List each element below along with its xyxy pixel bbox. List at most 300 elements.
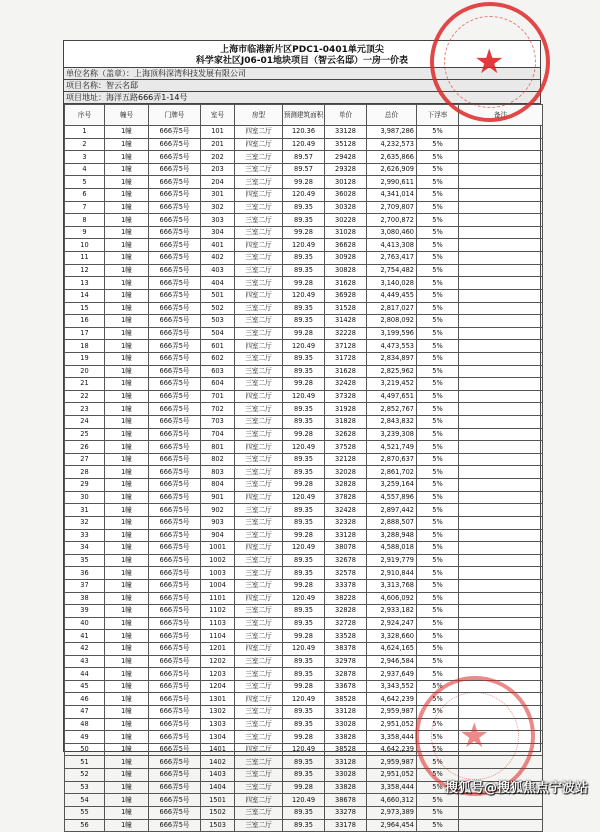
table-cell: 四室二厅 (235, 390, 283, 403)
table-row (65, 252, 543, 265)
table-cell (459, 491, 543, 504)
table-cell: 5% (417, 642, 459, 655)
table-cell: 666弄5号 (149, 819, 201, 832)
table-cell: 4,449,455 (367, 289, 417, 302)
table-cell: 四室二厅 (235, 239, 283, 252)
table-cell: 5% (417, 567, 459, 580)
table-cell: 304 (201, 226, 235, 239)
table-cell: 2,808,092 (367, 315, 417, 328)
table-cell: 30 (65, 491, 105, 504)
table-cell: 三室二厅 (235, 378, 283, 391)
table-cell: 901 (201, 491, 235, 504)
table-cell (459, 176, 543, 189)
table-cell: 三室二厅 (235, 277, 283, 290)
table-cell (459, 516, 543, 529)
table-cell: 5% (417, 163, 459, 176)
table-cell: 89.35 (283, 769, 325, 782)
table-cell: 202 (201, 151, 235, 164)
table-cell: 1幢 (105, 668, 149, 681)
table-cell: 1幢 (105, 441, 149, 454)
table-cell: 666弄5号 (149, 176, 201, 189)
table-cell: 1幢 (105, 239, 149, 252)
table-cell: 5% (417, 529, 459, 542)
table-cell: 666弄5号 (149, 252, 201, 265)
table-cell: 1501 (201, 794, 235, 807)
table-cell: 三室二厅 (235, 617, 283, 630)
table-cell: 三室二厅 (235, 605, 283, 618)
table-cell: 1幢 (105, 781, 149, 794)
table-cell: 120.49 (283, 794, 325, 807)
table-cell: 1幢 (105, 302, 149, 315)
table-cell: 三室二厅 (235, 718, 283, 731)
table-cell (459, 201, 543, 214)
table-cell (459, 479, 543, 492)
table-cell: 666弄5号 (149, 340, 201, 353)
table-cell: 5% (417, 201, 459, 214)
table-cell: 33028 (325, 718, 367, 731)
table-row (65, 630, 543, 643)
column-header: 序号 (65, 105, 105, 126)
table-cell: 301 (201, 189, 235, 202)
table-cell: 53 (65, 781, 105, 794)
table-cell: 666弄5号 (149, 390, 201, 403)
table-cell: 5% (417, 769, 459, 782)
table-cell: 52 (65, 769, 105, 782)
table-cell: 120.49 (283, 693, 325, 706)
table-cell: 5% (417, 277, 459, 290)
table-cell: 89.35 (283, 302, 325, 315)
table-cell: 704 (201, 428, 235, 441)
table-cell: 1幢 (105, 315, 149, 328)
table-cell: 三室二厅 (235, 416, 283, 429)
table-cell: 89.35 (283, 655, 325, 668)
column-header: 总价 (367, 105, 417, 126)
table-cell: 902 (201, 504, 235, 517)
table-cell: 1幢 (105, 491, 149, 504)
table-cell: 三室二厅 (235, 226, 283, 239)
table-cell: 三室二厅 (235, 769, 283, 782)
table-cell: 2,700,872 (367, 214, 417, 227)
table-cell: 三室二厅 (235, 176, 283, 189)
table-cell: 48 (65, 718, 105, 731)
table-cell: 1幢 (105, 756, 149, 769)
table-cell: 12 (65, 264, 105, 277)
table-cell: 27 (65, 453, 105, 466)
table-cell: 1幢 (105, 163, 149, 176)
table-row (65, 542, 543, 555)
table-cell (459, 378, 543, 391)
table-cell: 2,990,611 (367, 176, 417, 189)
table-cell: 666弄5号 (149, 163, 201, 176)
table-cell: 666弄5号 (149, 642, 201, 655)
table-cell: 1幢 (105, 718, 149, 731)
table-cell: 402 (201, 252, 235, 265)
table-cell: 2,964,454 (367, 819, 417, 832)
table-row (65, 567, 543, 580)
table-row (65, 327, 543, 340)
table-cell: 37828 (325, 491, 367, 504)
table-cell: 4,232,573 (367, 138, 417, 151)
table-cell: 666弄5号 (149, 277, 201, 290)
table-cell: 89.35 (283, 466, 325, 479)
table-cell: 1幢 (105, 605, 149, 618)
table-cell: 13 (65, 277, 105, 290)
table-cell: 19 (65, 352, 105, 365)
table-cell: 666弄5号 (149, 289, 201, 302)
table-cell: 三室二厅 (235, 466, 283, 479)
table-cell: 601 (201, 340, 235, 353)
table-row (65, 529, 543, 542)
table-cell: 89.35 (283, 252, 325, 265)
table-cell: 1幢 (105, 743, 149, 756)
table-cell: 89.35 (283, 806, 325, 819)
table-cell: 31628 (325, 365, 367, 378)
table-cell: 2,897,442 (367, 504, 417, 517)
table-cell: 89.35 (283, 352, 325, 365)
table-cell: 1幢 (105, 226, 149, 239)
table-cell: 2,937,649 (367, 668, 417, 681)
table-cell: 1403 (201, 769, 235, 782)
table-row (65, 302, 543, 315)
table-cell: 33528 (325, 630, 367, 643)
table-cell: 36628 (325, 239, 367, 252)
table-cell: 三室二厅 (235, 567, 283, 580)
table-row (65, 592, 543, 605)
table-cell: 666弄5号 (149, 706, 201, 719)
table-cell: 5% (417, 226, 459, 239)
table-cell: 3,288,948 (367, 529, 417, 542)
table-cell: 99.28 (283, 731, 325, 744)
table-cell: 26 (65, 441, 105, 454)
table-cell: 4,557,896 (367, 491, 417, 504)
project-address: 项目地址：海洋五路666弄1-14号 (64, 92, 540, 104)
table-cell: 666弄5号 (149, 189, 201, 202)
table-cell: 1幢 (105, 176, 149, 189)
table-cell: 1幢 (105, 542, 149, 555)
table-cell: 1幢 (105, 693, 149, 706)
table-cell: 603 (201, 365, 235, 378)
column-header: 备注 (459, 105, 543, 126)
table-cell: 3,358,444 (367, 781, 417, 794)
table-cell: 三室二厅 (235, 630, 283, 643)
table-cell: 三室二厅 (235, 516, 283, 529)
table-cell: 32678 (325, 554, 367, 567)
table-row (65, 453, 543, 466)
table-cell: 5% (417, 592, 459, 605)
column-header: 室号 (201, 105, 235, 126)
table-cell (459, 289, 543, 302)
table-cell: 99.28 (283, 327, 325, 340)
table-cell: 89.35 (283, 819, 325, 832)
table-cell: 120.49 (283, 491, 325, 504)
table-cell: 1004 (201, 579, 235, 592)
table-cell: 1幢 (105, 416, 149, 429)
table-cell: 三室二厅 (235, 315, 283, 328)
table-cell: 1幢 (105, 201, 149, 214)
table-cell: 四室二厅 (235, 441, 283, 454)
table-cell: 20 (65, 365, 105, 378)
table-row (65, 378, 543, 391)
table-cell: 四室二厅 (235, 794, 283, 807)
table-cell: 666弄5号 (149, 743, 201, 756)
table-cell: 46 (65, 693, 105, 706)
table-cell: 1502 (201, 806, 235, 819)
table-cell: 404 (201, 277, 235, 290)
table-cell: 89.35 (283, 706, 325, 719)
project-name: 项目名称：智云名邸 (64, 80, 540, 92)
table-cell: 1幢 (105, 126, 149, 139)
table-cell: 30228 (325, 214, 367, 227)
document-title-line-2: 科学家社区J06-01地块项目（智云名邸）一房一价表 (195, 56, 409, 66)
table-cell (459, 806, 543, 819)
table-cell: 4,341,014 (367, 189, 417, 202)
table-cell: 7 (65, 201, 105, 214)
table-cell: 89.57 (283, 163, 325, 176)
table-cell: 2,852,767 (367, 403, 417, 416)
table-cell: 703 (201, 416, 235, 429)
table-cell: 1幢 (105, 731, 149, 744)
table-cell: 666弄5号 (149, 416, 201, 429)
table-cell: 1102 (201, 605, 235, 618)
table-cell: 1101 (201, 592, 235, 605)
table-cell (459, 592, 543, 605)
table-cell: 1幢 (105, 819, 149, 832)
company-seal-top (430, 2, 550, 122)
table-cell: 89.35 (283, 617, 325, 630)
table-cell (459, 617, 543, 630)
table-cell: 22 (65, 390, 105, 403)
table-cell: 32228 (325, 327, 367, 340)
table-cell: 303 (201, 214, 235, 227)
table-row (65, 655, 543, 668)
table-cell: 3 (65, 151, 105, 164)
table-cell: 502 (201, 302, 235, 315)
table-cell: 32 (65, 516, 105, 529)
table-cell: 29428 (325, 151, 367, 164)
table-row (65, 416, 543, 429)
table-cell: 三室二厅 (235, 731, 283, 744)
table-cell: 三室二厅 (235, 655, 283, 668)
table-cell: 702 (201, 403, 235, 416)
table-cell (459, 466, 543, 479)
table-cell: 1202 (201, 655, 235, 668)
table-cell: 666弄5号 (149, 516, 201, 529)
table-cell: 33128 (325, 706, 367, 719)
table-cell: 803 (201, 466, 235, 479)
table-cell: 89.35 (283, 201, 325, 214)
table-cell: 4,660,312 (367, 794, 417, 807)
column-header: 门牌号 (149, 105, 201, 126)
column-header: 预测建筑面积 (283, 105, 325, 126)
table-cell: 666弄5号 (149, 542, 201, 555)
table-row (65, 605, 543, 618)
table-cell (459, 340, 543, 353)
table-cell: 1幢 (105, 365, 149, 378)
table-cell: 5% (417, 390, 459, 403)
table-cell: 120.49 (283, 592, 325, 605)
table-cell: 17 (65, 327, 105, 340)
table-cell: 5% (417, 668, 459, 681)
table-cell: 三室二厅 (235, 403, 283, 416)
table-cell: 5% (417, 365, 459, 378)
table-cell: 三室二厅 (235, 252, 283, 265)
table-cell: 2,973,389 (367, 806, 417, 819)
table-cell: 四室二厅 (235, 289, 283, 302)
table-cell (459, 655, 543, 668)
table-cell: 30328 (325, 201, 367, 214)
table-cell (459, 542, 543, 555)
table-cell: 89.35 (283, 315, 325, 328)
table-cell: 120.49 (283, 642, 325, 655)
table-row (65, 352, 543, 365)
table-cell: 666弄5号 (149, 554, 201, 567)
table-cell: 666弄5号 (149, 126, 201, 139)
table-cell (459, 529, 543, 542)
table-cell: 三室二厅 (235, 327, 283, 340)
column-header: 单价 (325, 105, 367, 126)
table-cell: 1201 (201, 642, 235, 655)
table-cell: 1幢 (105, 567, 149, 580)
table-cell (459, 226, 543, 239)
table-cell: 32428 (325, 504, 367, 517)
table-cell: 38078 (325, 542, 367, 555)
table-row (65, 491, 543, 504)
table-cell: 666弄5号 (149, 592, 201, 605)
table-cell: 四室二厅 (235, 126, 283, 139)
table-cell: 89.35 (283, 416, 325, 429)
table-cell: 32728 (325, 617, 367, 630)
table-cell: 5% (417, 315, 459, 328)
table-cell: 1404 (201, 781, 235, 794)
table-cell: 2,754,482 (367, 264, 417, 277)
table-cell: 4,606,092 (367, 592, 417, 605)
table-cell: 5% (417, 403, 459, 416)
table-cell: 47 (65, 706, 105, 719)
table-row (65, 479, 543, 492)
table-cell: 666弄5号 (149, 630, 201, 643)
table-cell: 2,825,962 (367, 365, 417, 378)
table-cell: 四室二厅 (235, 340, 283, 353)
table-cell (459, 327, 543, 340)
table-cell: 55 (65, 806, 105, 819)
table-cell: 904 (201, 529, 235, 542)
table-row (65, 390, 543, 403)
table-row (65, 289, 543, 302)
table-cell: 三室二厅 (235, 163, 283, 176)
table-cell: 2,763,417 (367, 252, 417, 265)
table-row (65, 554, 543, 567)
table-cell: 50 (65, 743, 105, 756)
table-cell (459, 163, 543, 176)
table-cell: 51 (65, 756, 105, 769)
table-cell: 1幢 (105, 277, 149, 290)
table-cell: 504 (201, 327, 235, 340)
table-cell: 4,413,308 (367, 239, 417, 252)
table-cell: 1幢 (105, 642, 149, 655)
table-cell: 31928 (325, 403, 367, 416)
table-cell (459, 504, 543, 517)
table-cell: 5% (417, 819, 459, 832)
table-cell: 四室二厅 (235, 189, 283, 202)
table-cell: 5% (417, 466, 459, 479)
table-cell: 43 (65, 655, 105, 668)
table-row (65, 617, 543, 630)
table-cell (459, 151, 543, 164)
table-cell: 21 (65, 378, 105, 391)
table-cell: 三室二厅 (235, 819, 283, 832)
table-cell: 5% (417, 264, 459, 277)
table-cell: 666弄5号 (149, 794, 201, 807)
table-cell: 4,624,165 (367, 642, 417, 655)
table-cell: 三室二厅 (235, 806, 283, 819)
table-cell: 1幢 (105, 466, 149, 479)
table-cell: 30928 (325, 252, 367, 265)
table-cell: 3,358,444 (367, 731, 417, 744)
table-cell: 89.57 (283, 151, 325, 164)
table-cell: 三室二厅 (235, 756, 283, 769)
table-cell: 3,140,028 (367, 277, 417, 290)
table-cell: 666弄5号 (149, 781, 201, 794)
table-cell: 1幢 (105, 327, 149, 340)
table-cell: 3,219,452 (367, 378, 417, 391)
table-cell: 1幢 (105, 138, 149, 151)
table-row (65, 239, 543, 252)
table-cell: 5% (417, 416, 459, 429)
table-cell: 三室二厅 (235, 214, 283, 227)
table-cell: 33828 (325, 731, 367, 744)
table-cell: 99.28 (283, 378, 325, 391)
table-cell: 5% (417, 781, 459, 794)
table-row (65, 516, 543, 529)
table-cell (459, 126, 543, 139)
table-cell: 36028 (325, 189, 367, 202)
table-cell: 99.28 (283, 579, 325, 592)
table-cell: 89.35 (283, 668, 325, 681)
table-cell: 5% (417, 617, 459, 630)
watermark: 搜狐号@搜狐焦点宁波站 (444, 781, 588, 796)
table-cell: 29328 (325, 163, 367, 176)
table-cell: 四室二厅 (235, 642, 283, 655)
table-cell: 32428 (325, 378, 367, 391)
table-cell: 5 (65, 176, 105, 189)
table-cell: 三室二厅 (235, 706, 283, 719)
table-cell: 42 (65, 642, 105, 655)
table-cell: 666弄5号 (149, 491, 201, 504)
table-cell: 2,843,832 (367, 416, 417, 429)
table-cell: 四室二厅 (235, 138, 283, 151)
table-cell: 666弄5号 (149, 378, 201, 391)
table-row (65, 189, 543, 202)
table-cell (459, 630, 543, 643)
table-cell: 120.49 (283, 340, 325, 353)
table-cell: 4,497,651 (367, 390, 417, 403)
table-cell: 16 (65, 315, 105, 328)
table-cell: 1幢 (105, 769, 149, 782)
table-cell: 1402 (201, 756, 235, 769)
seal-star-icon: ★ (459, 716, 490, 756)
table-cell: 1幢 (105, 289, 149, 302)
table-cell: 三室二厅 (235, 428, 283, 441)
table-cell: 89.35 (283, 214, 325, 227)
table-cell: 三室二厅 (235, 201, 283, 214)
table-cell: 1幢 (105, 504, 149, 517)
table-cell: 99.28 (283, 529, 325, 542)
table-cell: 666弄5号 (149, 315, 201, 328)
table-cell: 99.28 (283, 781, 325, 794)
table-row (65, 806, 543, 819)
table-cell: 1303 (201, 718, 235, 731)
table-cell (459, 819, 543, 832)
